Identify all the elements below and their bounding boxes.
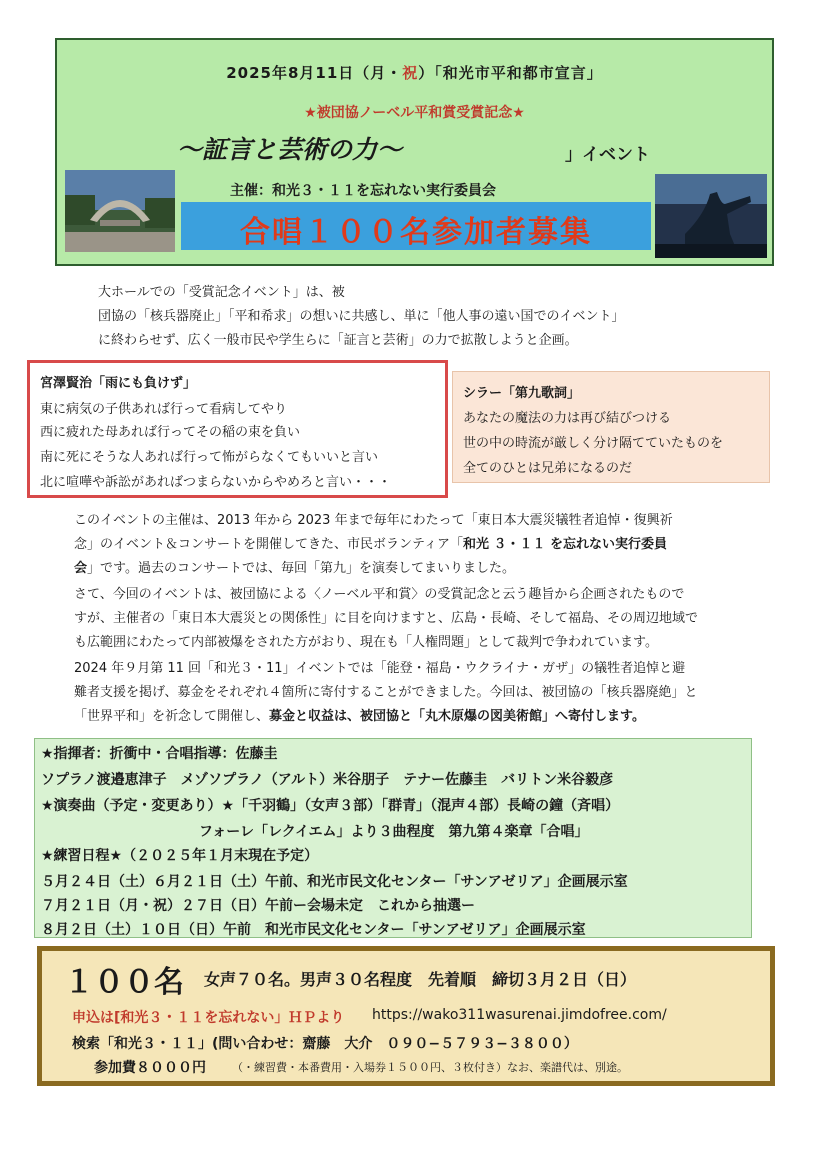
apply-label: 申込は[和光３・１１を忘れない」ＨＰより [72, 1010, 345, 1026]
poem-line: 南に死にそうな人あれば行って怖がらなくてもいいと言い [40, 450, 379, 465]
body-line: も広範囲にわたって内部被爆をされた方がおり、現在も「人権問題」として裁判で争われています。 [74, 635, 658, 650]
event-date: 2025年8月11日（月・祝）「和光市平和都市宣言」 [226, 64, 603, 82]
body-line: 2024 年９月第 11 回「和光３・11」イベントでは「能登・福島・ウクライナ・ガザ」の犠牲者追悼と避 [74, 661, 686, 676]
contact-info: 検索「和光３・１１」(問い合わせ：齋藤 大介 ０９０−５７９３−３８００） [72, 1036, 578, 1052]
schedule-line: ５月２４日（土）６月２１日（土）午前、和光市民文化センター「サンアゼリア」企画展示室 [41, 874, 628, 890]
program-line-1: ★演奏曲（予定・変更あり）★「千羽鶴」（女声３部）「群青」（混声４部）長崎の鐘（斉唱） [41, 798, 620, 814]
performance-info-box [34, 738, 752, 938]
schedule-line: ８月２日（土）１０日（日）午前 和光市民文化センター「サンアゼリア」企画展示室 [41, 922, 586, 938]
body-line: さて、今回のイベントは、被団協による〈ノーベル平和賞〉の受賞記念と云う趣旨から企画されたもので [74, 587, 685, 602]
recruit-count: １００名 [64, 965, 184, 1000]
program-line-2: フォーレ「レクイエム」より３曲程度 第九第４楽章「合唱」 [199, 824, 589, 840]
poem-line: あなたの魔法の力は再び結びつける [463, 411, 672, 426]
website-link[interactable]: https://wako311wasurenai.jimdofree.com/ [372, 1007, 667, 1023]
event-title-suffix: 」イベント [565, 145, 650, 165]
peace-memorial-cenotaph-photo [65, 170, 175, 252]
body-line: 会」です。過去のコンサートでは、毎回「第九」を演奏してまいりました。 [74, 561, 515, 576]
poem-box-miyazawa [27, 360, 448, 498]
recruitment-banner: 合唱１００名参加者募集 [181, 202, 651, 250]
intro-line-1: 大ホールでの「受賞記念イベント」は、被 [98, 285, 345, 300]
poem-line: 西に疲れた母あれば行ってその稲の束を負い [40, 425, 301, 440]
poem-box-schiller [452, 371, 770, 483]
body-line: 難者支援を掲げ、募金をそれぞれ４箇所に寄付することができました。今回は、被団協の「核兵器廃絶」と [74, 685, 698, 700]
event-subtitle: ★被団協ノーベル平和賞受賞記念★ [304, 105, 525, 121]
poem-line: 北に喧嘩や訴訟があればつまらないからやめろと言い・・・ [40, 475, 392, 490]
body-line: このイベントの主催は、2013 年から 2023 年まで毎年にわたって「東日本大震災犠牲者追悼・復興祈 [74, 513, 673, 528]
poem-line: 世の中の時流が厳しく分け隔てていたものを [463, 436, 724, 451]
schedule-title: ★練習日程★（２０２５年１月末現在予定） [41, 848, 319, 864]
body-line: 念」のイベント＆コンサートを開催してきた、市民ボランティア「和光 ３・１１ を忘れない実行委員 [74, 537, 668, 552]
fee-label: 参加費８０００円 [94, 1060, 206, 1076]
recruit-detail: 女声７０名。男声３０名程度 先着順 締切３月２日（日） [204, 970, 637, 989]
peace-statue-photo [655, 174, 767, 258]
header-banner [55, 38, 774, 266]
intro-line-2: 団協の「核兵器廃止」「平和希求」の想いに共感し、単に「他人事の遠い国でのイベント」 [98, 309, 625, 324]
soloists: ソプラノ渡邉恵津子 メゾソプラノ（アルト）米谷朋子 テナー佐藤圭 バリトン米谷毅彦 [41, 772, 614, 788]
body-line: すが、主催者の「東日本大震災との関係性」に目を向けますと、広島・長崎、そして福島、その周辺地域で [74, 611, 699, 626]
schedule-line: ７月２１日（月・祝）２７日（日）午前ー会場未定 これから抽選ー [41, 898, 475, 914]
poem-title: シラー「第九歌詞」 [463, 386, 581, 401]
fee-note: （・練習費・本番費用・入場券１５００円、３枚付き）なお、楽譜代は、別途。 [232, 1061, 628, 1074]
recruitment-details-box [37, 946, 775, 1086]
poem-line: 全てのひとは兄弟になるのだ [463, 461, 633, 476]
body-line: 「世界平和」を祈念して開催し、募金と収益は、被団協と「丸木原爆の図美術館」へ寄付します。 [74, 709, 645, 724]
organizer: 主催：和光３・１１を忘れない実行委員会 [230, 183, 496, 199]
event-title: 〜証言と芸術の力〜 [177, 135, 403, 164]
intro-line-3: に終わらせず、広く一般市民や学生らに「証言と芸術」の力で拡散しようと企画。 [98, 333, 578, 348]
conductor: ★指揮者：折衝中・合唱指導：佐藤圭 [41, 746, 278, 762]
poem-title: 宮澤賢治「雨にも負けず」 [40, 376, 197, 391]
poem-line: 東に病気の子供あれば行って看病してやり [40, 402, 288, 417]
